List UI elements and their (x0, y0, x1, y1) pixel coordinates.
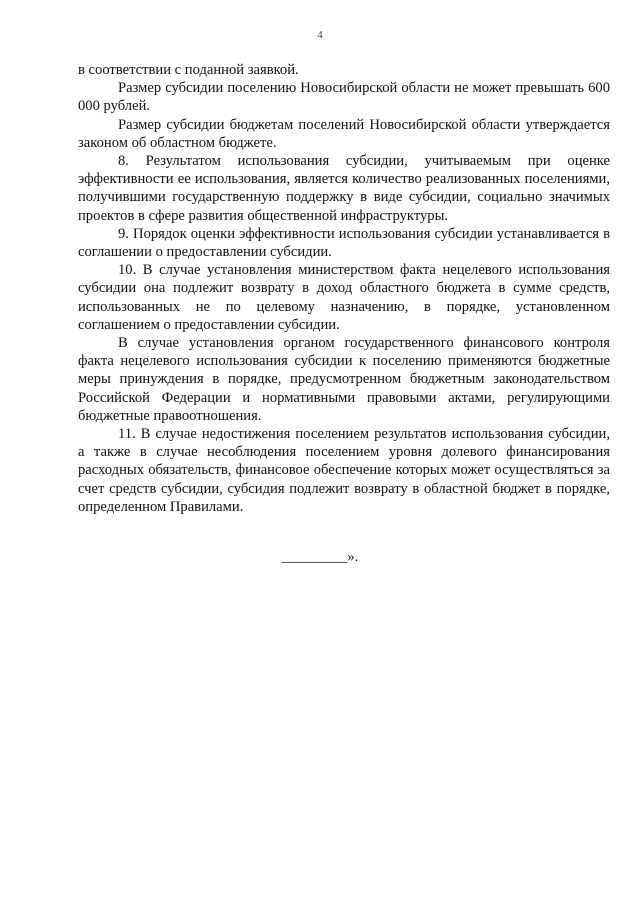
page-number: 4 (317, 29, 323, 41)
paragraph-item-8: 8. Результатом использования субсидии, учитываемым при оценке эффективности ее использования, является количество реализованных поселениями, получившими государственную поддержку в виде субсидии, социально значимых проектов в сфере развития общественной инфраструктуры. (78, 153, 610, 224)
paragraph-subsidy-limit: Размер субсидии поселению Новосибирской области не может превышать 600 000 рублей. (78, 80, 610, 115)
paragraph-budget-law: Размер субсидии бюджетам поселений Новосибирской области утверждается законом об областном бюджете. (78, 116, 610, 151)
document-body (78, 61, 610, 516)
closing-mark: _________». (281, 549, 359, 565)
paragraph-item-11: 11. В случае недостижения поселением результатов использования субсидии, а также в случае несоблюдения поселением уровня долевого финансирования расходных обязательств, финансовое обеспечение которых может осуществляться за счет средств субсидии, субсидия подлежит возврату в областной бюджет в порядке, определенном Правилами. (78, 426, 610, 515)
paragraph-continuation: в соответствии с поданной заявкой. (78, 62, 299, 78)
paragraph-item-10: 10. В случае установления министерством факта нецелевого использования субсидии она подлежит возврату в доход областного бюджета в сумме средств, использованных не по целевому назначению, в порядке, установленном соглашением о предоставлении субсидии. (78, 262, 610, 333)
paragraph-item-9: 9. Порядок оценки эффективности использования субсидии устанавливается в соглашении о предоставлении субсидии. (78, 225, 610, 261)
paragraph-financial-control: В случае установления органом государственного финансового контроля факта нецелевого использования субсидии к поселению применяются бюджетные меры принуждения в порядке, предусмотренном бюджетным законодательством Российской Федерации и нормативными правовыми актами, регулирующими бюджетные правоотношения. (78, 335, 610, 424)
